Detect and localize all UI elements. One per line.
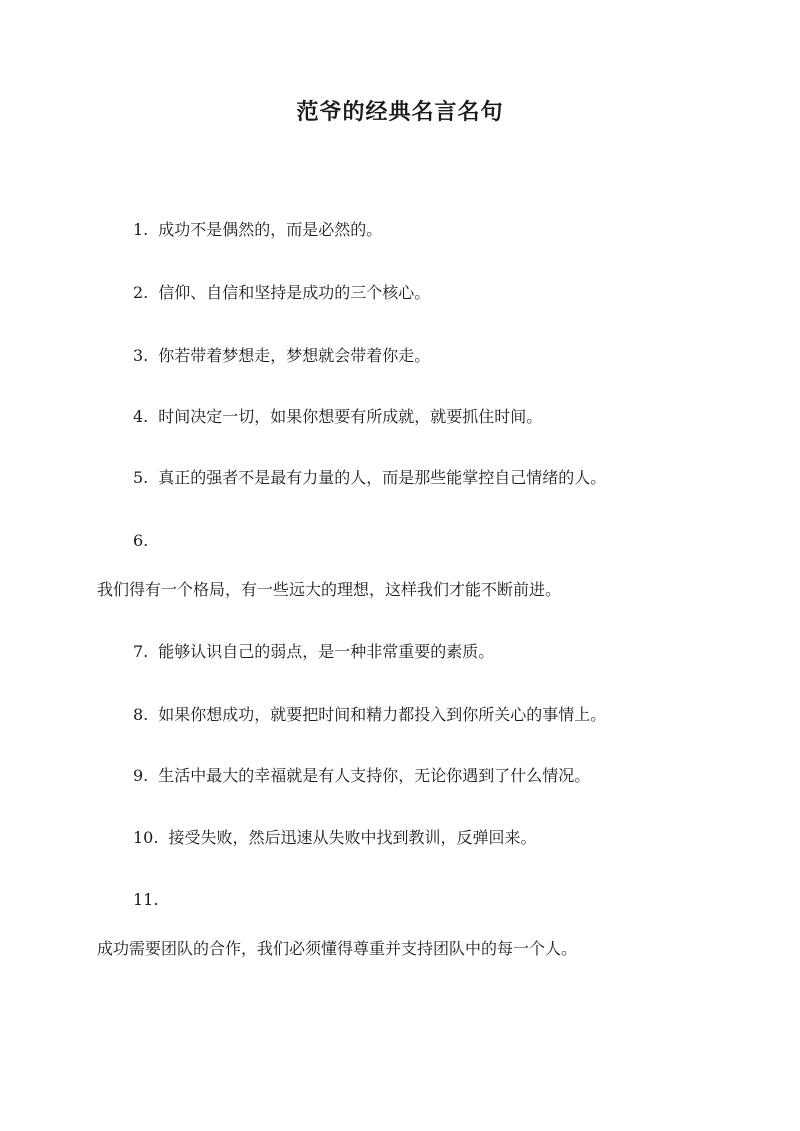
quote-number: 7. [133,642,149,661]
quote-text: 能够认识自己的弱点，是一种非常重要的素质。 [158,642,495,661]
quote-number: 4. [133,407,149,426]
quote-number: 1. [133,220,149,239]
quote-number: 3. [133,346,149,365]
quote-number: 9. [133,766,149,785]
quote-number-11: 11. [133,890,159,909]
quote-item-2 [133,281,430,305]
quote-text: 你若带着梦想走，梦想就会带着你走。 [158,346,431,365]
quote-text: 成功不是偶然的，而是必然的。 [158,220,383,239]
quote-text: 信仰、自信和坚持是成功的三个核心。 [158,283,431,302]
quote-text: 时间决定一切，如果你想要有所成就，就要抓住时间。 [158,407,543,426]
quote-text: 接受失败，然后迅速从失败中找到教训，反弹回来。 [168,828,537,847]
quote-item-7 [133,640,494,664]
quote-number-6: 6. [133,531,149,550]
quote-text: 真正的强者不是最有力量的人，而是那些能掌控自己情绪的人。 [158,468,607,487]
quote-number: 2. [133,283,149,302]
quote-item-8 [133,703,606,727]
quote-number: 5. [133,468,149,487]
quote-number: 10. [133,828,159,847]
quote-text-11: 成功需要团队的合作，我们必须懂得尊重并支持团队中的每一个人。 [97,939,578,958]
quote-text: 如果你想成功，就要把时间和精力都投入到你所关心的事情上。 [158,705,607,724]
quote-item-3 [133,344,430,368]
quote-item-10 [133,826,536,850]
quote-item-5 [133,466,606,490]
quote-item-1 [133,218,382,242]
document-title: 范爷的经典名言名句 [296,99,504,125]
quote-text: 生活中最大的幸福就是有人支持你，无论你遇到了什么情况。 [158,766,591,785]
quote-item-4 [133,405,542,429]
quote-number: 8. [133,705,149,724]
quote-item-9 [133,764,590,788]
quote-text-6: 我们得有一个格局，有一些远大的理想，这样我们才能不断前进。 [97,580,562,599]
